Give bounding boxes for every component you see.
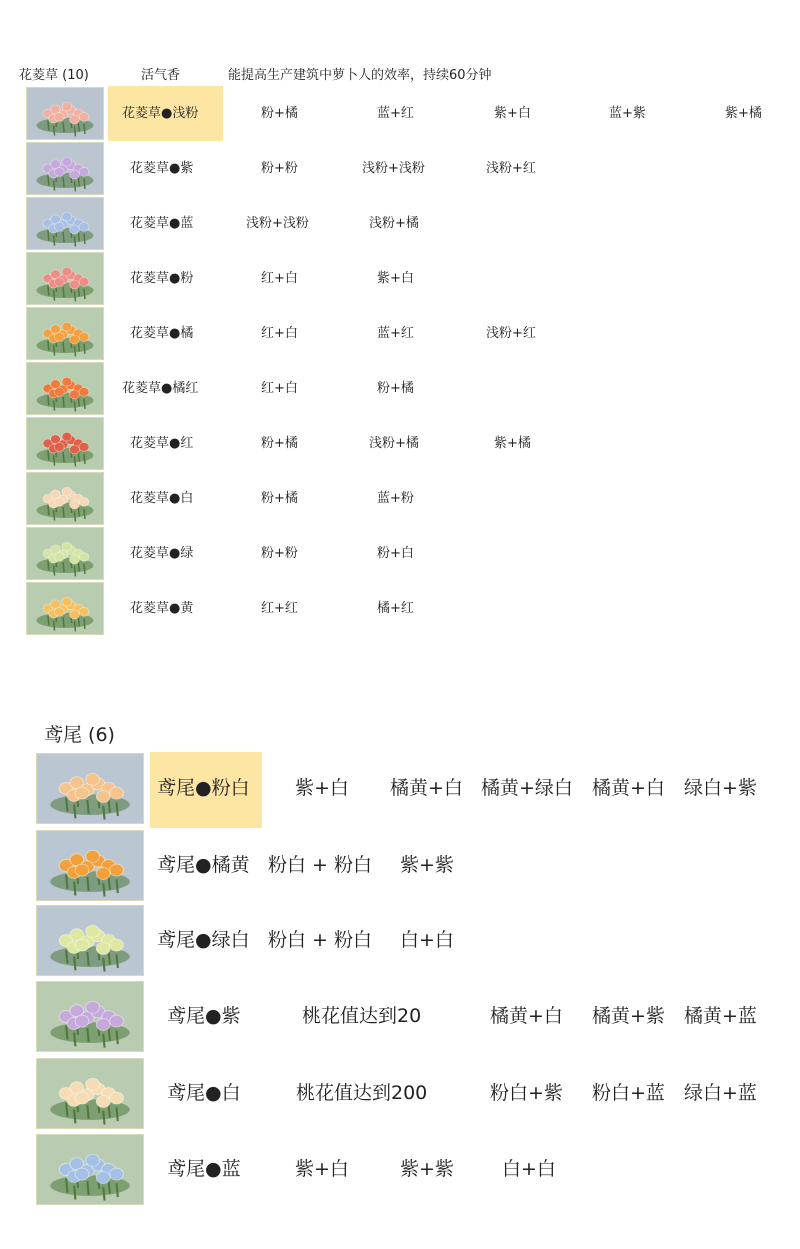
section2-row-5-recipe-1: 紫+紫 (400, 1158, 454, 1180)
section1-row-1-recipe-0: 粉+粉 (261, 161, 298, 176)
section1-row-2-label: 花菱草●蓝 (130, 216, 194, 231)
section1-row-9-recipe-0: 红+红 (261, 601, 298, 616)
section2-row-4-recipe-1: 粉白+紫 (490, 1082, 563, 1104)
section1-row-0-recipe-2: 紫+白 (494, 106, 531, 121)
section1-row-0-label: 花菱草●浅粉 (122, 106, 199, 121)
section2-row-3-recipe-3: 橘黄+蓝 (684, 1005, 757, 1027)
section2-row-4-recipe-2: 粉白+蓝 (592, 1082, 665, 1104)
section1-row-5-recipe-1: 粉+橘 (377, 381, 414, 396)
section2-row-0-recipe-3: 橘黄+白 (592, 777, 665, 799)
section2-row-0-flower-image (36, 753, 144, 824)
section1-row-4-recipe-2: 浅粉+红 (486, 326, 536, 341)
section2-row-1-label: 鸢尾●橘黄 (157, 854, 250, 876)
section1-row-3-recipe-0: 红+白 (261, 271, 298, 286)
section1-row-9-flower-image (26, 582, 104, 635)
section1-row-1-flower-image (26, 142, 104, 195)
section1-row-0-recipe-4: 紫+橘 (725, 106, 762, 121)
section1-row-2-flower-image (26, 197, 104, 250)
section2-row-1-recipe-1: 紫+紫 (400, 854, 454, 876)
section1-row-0-recipe-0: 粉+橘 (261, 106, 298, 121)
section1-row-3-recipe-1: 紫+白 (377, 271, 414, 286)
section1-row-4-recipe-1: 蓝+红 (377, 326, 414, 341)
section1-row-3-flower-image (26, 252, 104, 305)
section1-row-6-recipe-1: 浅粉+橘 (369, 436, 419, 451)
section1-row-5-flower-image (26, 362, 104, 415)
section1-row-8-recipe-1: 粉+白 (377, 546, 414, 561)
section2-row-4-label: 鸢尾●白 (167, 1082, 241, 1104)
section2-row-5-recipe-0: 紫+白 (295, 1158, 349, 1180)
section2-row-4-recipe-3: 绿白+蓝 (684, 1082, 757, 1104)
section2-row-0-recipe-0: 紫+白 (295, 777, 349, 799)
section2-row-2-recipe-1: 白+白 (400, 929, 454, 951)
section1-row-6-recipe-2: 紫+橘 (494, 436, 531, 451)
section1-row-5-label: 花菱草●橘红 (122, 381, 199, 396)
section1-row-7-recipe-1: 蓝+粉 (377, 491, 414, 506)
section1-type: 活气香 (141, 68, 181, 83)
section2-row-0-recipe-1: 橘黄+白 (390, 777, 463, 799)
section1-row-4-flower-image (26, 307, 104, 360)
section2-row-5-flower-image (36, 1134, 144, 1205)
section1-row-1-recipe-2: 浅粉+红 (486, 161, 536, 176)
section2-row-4-flower-image (36, 1058, 144, 1129)
section1-name: 花菱草 (10) (19, 68, 89, 83)
section2-row-5-label: 鸢尾●蓝 (167, 1158, 241, 1180)
section1-row-6-flower-image (26, 417, 104, 470)
section1-row-7-flower-image (26, 472, 104, 525)
section2-row-1-flower-image (36, 830, 144, 901)
section1-row-9-recipe-1: 橘+红 (377, 601, 414, 616)
section2-row-0-recipe-4: 绿白+紫 (684, 777, 757, 799)
section1-row-2-recipe-0: 浅粉+浅粉 (246, 216, 309, 231)
section1-row-1-label: 花菱草●紫 (130, 161, 194, 176)
section1-row-9-label: 花菱草●黄 (130, 601, 194, 616)
section2-row-1-recipe-0: 粉白 + 粉白 (268, 854, 372, 876)
section1-row-6-label: 花菱草●红 (130, 436, 194, 451)
section2-row-3-recipe-2: 橘黄+紫 (592, 1005, 665, 1027)
section2-row-3-label: 鸢尾●紫 (167, 1005, 241, 1027)
section1-row-2-recipe-1: 浅粉+橘 (369, 216, 419, 231)
section1-row-1-recipe-1: 浅粉+浅粉 (362, 161, 425, 176)
section1-row-8-flower-image (26, 527, 104, 580)
section1-row-7-recipe-0: 粉+橘 (261, 491, 298, 506)
section1-description: 能提高生产建筑中萝卜人的效率，持续60分钟 (228, 68, 492, 83)
section2-row-3-flower-image (36, 981, 144, 1052)
section2-row-3-recipe-1: 橘黄+白 (490, 1005, 563, 1027)
section1-row-4-recipe-0: 红+白 (261, 326, 298, 341)
section1-row-4-label: 花菱草●橘 (130, 326, 194, 341)
section1-row-8-recipe-0: 粉+粉 (261, 546, 298, 561)
section1-row-0-recipe-3: 蓝+紫 (609, 106, 646, 121)
section1-row-6-recipe-0: 粉+橘 (261, 436, 298, 451)
section2-row-2-label: 鸢尾●绿白 (157, 929, 250, 951)
section1-row-8-label: 花菱草●绿 (130, 546, 194, 561)
section1-row-5-recipe-0: 红+白 (261, 381, 298, 396)
section2-row-2-flower-image (36, 905, 144, 976)
section1-row-0-recipe-1: 蓝+红 (377, 106, 414, 121)
section2-row-0-label: 鸢尾●粉白 (157, 777, 250, 799)
section2-row-0-recipe-2: 橘黄+绿白 (481, 777, 573, 799)
section2-title: 鸢尾 (6) (44, 724, 115, 746)
section1-row-7-label: 花菱草●白 (130, 491, 194, 506)
section1-row-0-flower-image (26, 87, 104, 140)
section2-row-4-recipe-0: 桃花值达到200 (296, 1082, 428, 1104)
section2-row-2-recipe-0: 粉白 + 粉白 (268, 929, 372, 951)
section2-row-3-recipe-0: 桃花值达到20 (302, 1005, 422, 1027)
section2-row-5-recipe-2: 白+白 (502, 1158, 556, 1180)
section1-row-3-label: 花菱草●粉 (130, 271, 194, 286)
